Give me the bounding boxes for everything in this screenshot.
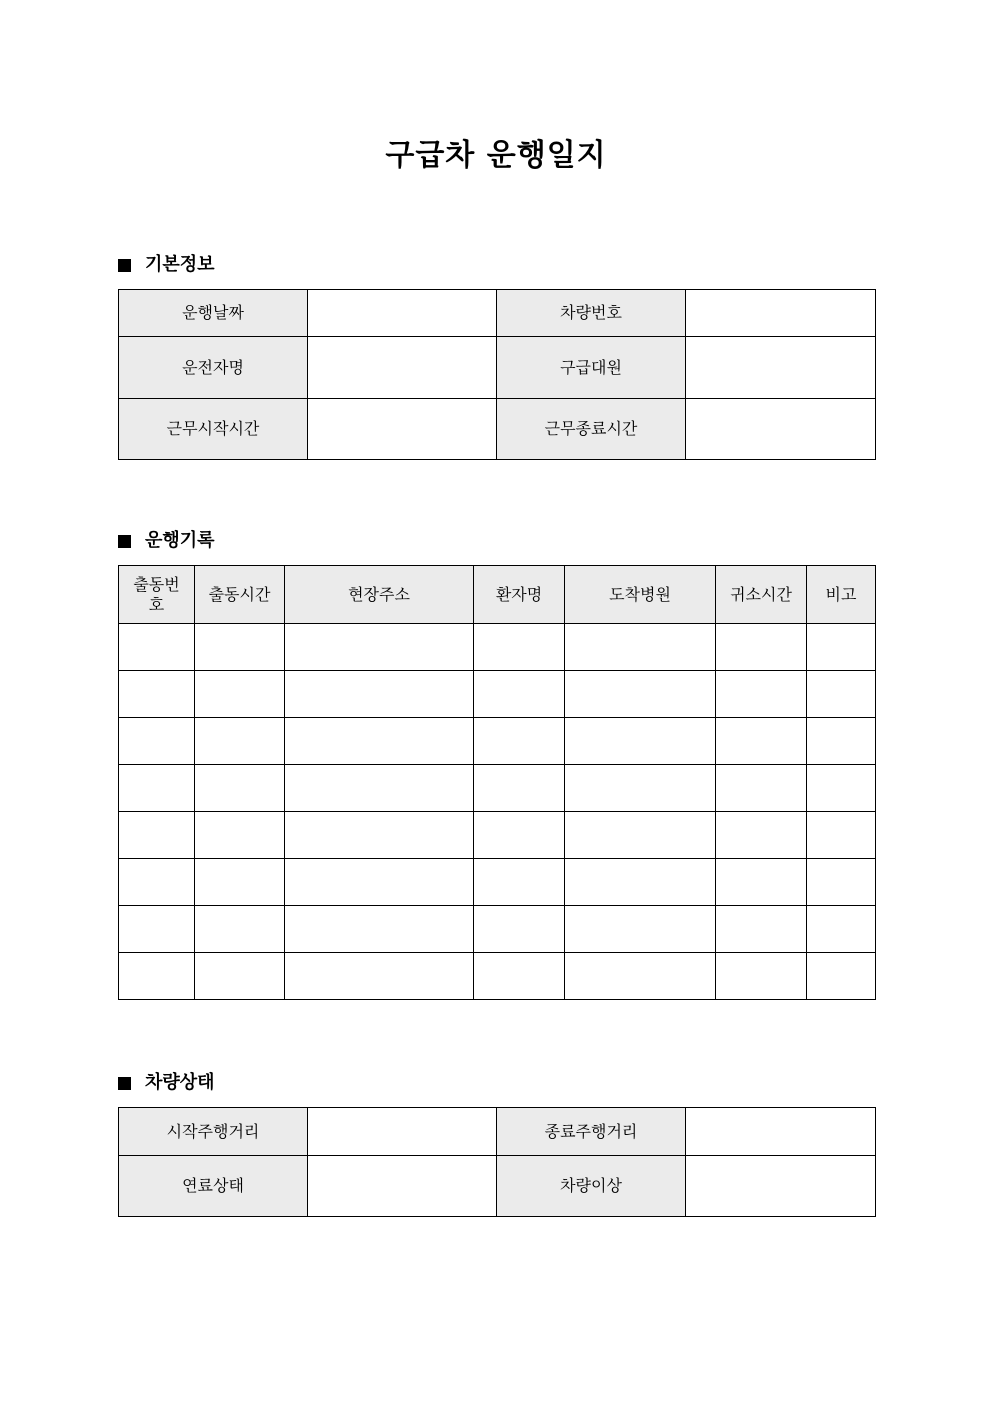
table-row [119,671,876,718]
cell-arrival-hospital[interactable] [565,812,716,859]
cell-return-time[interactable] [716,671,807,718]
cell-patient-name[interactable] [474,859,565,906]
table-row [119,953,876,1000]
cell-dispatch-time[interactable] [195,953,285,1000]
label-vehicle-issues: 차량이상 [497,1156,686,1217]
section-heading-label: 기본정보 [145,254,215,275]
table-row [119,859,876,906]
cell-dispatch-time[interactable] [195,624,285,671]
table-row [119,1156,876,1217]
cell-remarks[interactable] [807,812,876,859]
cell-scene-address[interactable] [285,812,474,859]
field-paramedic[interactable] [686,337,876,399]
table-row [119,765,876,812]
table-header-row [119,566,876,624]
section-heading-label: 차량상태 [145,1072,215,1093]
field-end-mileage[interactable] [686,1108,876,1156]
cell-arrival-hospital[interactable] [565,671,716,718]
cell-return-time[interactable] [716,859,807,906]
table-row [119,290,876,337]
cell-dispatch-number[interactable] [119,765,195,812]
table-row [119,906,876,953]
cell-scene-address[interactable] [285,671,474,718]
field-driver-name[interactable] [308,337,497,399]
cell-dispatch-time[interactable] [195,812,285,859]
field-start-mileage[interactable] [308,1108,497,1156]
label-operation-date: 운행날짜 [119,290,308,337]
cell-scene-address[interactable] [285,859,474,906]
cell-dispatch-number[interactable] [119,624,195,671]
cell-arrival-hospital[interactable] [565,953,716,1000]
field-vehicle-number[interactable] [686,290,876,337]
cell-dispatch-number[interactable] [119,812,195,859]
column-header-remarks: 비고 [807,566,876,624]
cell-scene-address[interactable] [285,718,474,765]
vehicle-status-table [118,1107,876,1217]
field-fuel-status[interactable] [308,1156,497,1217]
table-row [119,624,876,671]
label-start-mileage: 시작주행거리 [119,1108,308,1156]
square-bullet-icon [118,535,131,548]
cell-return-time[interactable] [716,953,807,1000]
field-shift-start-time[interactable] [308,399,497,460]
label-fuel-status: 연료상태 [119,1156,308,1217]
cell-scene-address[interactable] [285,624,474,671]
cell-remarks[interactable] [807,718,876,765]
page-title: 구급차 운행일지 [385,138,607,173]
cell-dispatch-number[interactable] [119,906,195,953]
cell-return-time[interactable] [716,718,807,765]
table-row [119,399,876,460]
field-operation-date[interactable] [308,290,497,337]
column-header-scene-address: 현장주소 [285,566,474,624]
section-heading-operation-record [118,529,215,553]
cell-dispatch-number[interactable] [119,718,195,765]
cell-dispatch-number[interactable] [119,671,195,718]
cell-return-time[interactable] [716,624,807,671]
square-bullet-icon [118,259,131,272]
cell-remarks[interactable] [807,765,876,812]
cell-scene-address[interactable] [285,953,474,1000]
cell-return-time[interactable] [716,906,807,953]
cell-arrival-hospital[interactable] [565,765,716,812]
table-row [119,1108,876,1156]
label-shift-end-time: 근무종료시간 [497,399,686,460]
column-header-dispatch-number: 출동번호 [119,566,195,624]
cell-patient-name[interactable] [474,671,565,718]
cell-dispatch-time[interactable] [195,671,285,718]
cell-scene-address[interactable] [285,765,474,812]
column-header-return-time: 귀소시간 [716,566,807,624]
cell-dispatch-number[interactable] [119,953,195,1000]
cell-arrival-hospital[interactable] [565,624,716,671]
label-driver-name: 운전자명 [119,337,308,399]
cell-dispatch-time[interactable] [195,765,285,812]
section-heading-basic-info [118,253,215,277]
column-header-dispatch-time: 출동시간 [195,566,285,624]
cell-scene-address[interactable] [285,906,474,953]
label-paramedic: 구급대원 [497,337,686,399]
cell-return-time[interactable] [716,812,807,859]
table-row [119,337,876,399]
basic-info-table [118,289,876,460]
table-row [119,718,876,765]
cell-remarks[interactable] [807,624,876,671]
label-shift-start-time: 근무시작시간 [119,399,308,460]
cell-dispatch-time[interactable] [195,859,285,906]
cell-dispatch-time[interactable] [195,718,285,765]
operation-record-table [118,565,876,1000]
cell-arrival-hospital[interactable] [565,906,716,953]
cell-arrival-hospital[interactable] [565,859,716,906]
cell-dispatch-number[interactable] [119,859,195,906]
column-header-arrival-hospital: 도착병원 [565,566,716,624]
cell-remarks[interactable] [807,906,876,953]
cell-dispatch-time[interactable] [195,906,285,953]
cell-patient-name[interactable] [474,906,565,953]
cell-arrival-hospital[interactable] [565,718,716,765]
cell-remarks[interactable] [807,953,876,1000]
label-end-mileage: 종료주행거리 [497,1108,686,1156]
field-vehicle-issues[interactable] [686,1156,876,1217]
cell-patient-name[interactable] [474,812,565,859]
cell-return-time[interactable] [716,765,807,812]
cell-remarks[interactable] [807,671,876,718]
section-heading-vehicle-status [118,1071,215,1095]
section-heading-label: 운행기록 [145,530,215,551]
cell-patient-name[interactable] [474,953,565,1000]
field-shift-end-time[interactable] [686,399,876,460]
cell-patient-name[interactable] [474,624,565,671]
table-row [119,812,876,859]
column-header-patient-name: 환자명 [474,566,565,624]
square-bullet-icon [118,1077,131,1090]
cell-patient-name[interactable] [474,718,565,765]
cell-patient-name[interactable] [474,765,565,812]
label-vehicle-number: 차량번호 [497,290,686,337]
cell-remarks[interactable] [807,859,876,906]
